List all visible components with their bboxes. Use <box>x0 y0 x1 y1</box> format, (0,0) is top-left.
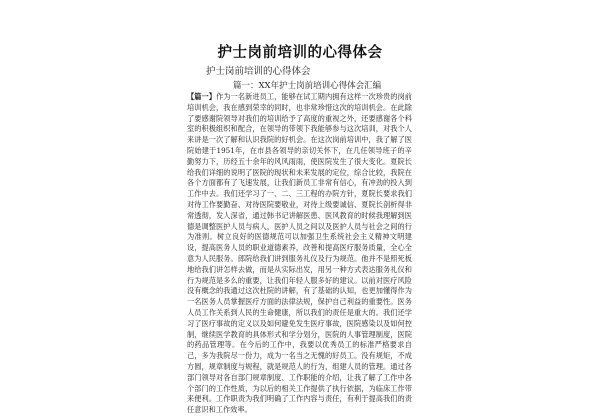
body-text-block <box>187 92 412 415</box>
paragraph-text: 作为一名新进员工，能够在试工期内拥有这样一次珍贵的岗前培训机会，我在感到荣幸的同时，也非常珍惜这次的培训机会。在此除了要感谢院领导对我们的培训给予了高度的重视之外，还要感谢各个科室的积极组织和配合，在领导的带领下我能够参与这次培训，对我个人来讲是一次了解和认识我院的好机会。在这次岗前培训中，我了解了医院始建于1951年，在市县各领导的亲切关怀下，在几任领导班子的辛勤努力下，历经五十余年的风风雨雨，使医院发生了很大变化。夏院长给我们详细的说明了医院的现状和未来发展的定位，综合比较，我院在各个方面都有了飞速发展，让我们新员工非常有信心，有冲劲的投入到工作中去。我们还学习了一、二、三工程的办院方针，夏院长要求我们对待工作要勤奋、对待医院要敬业，对待上级要诚信、夏院长剖析得非常透彻，发人深省，通过韩书记讲解医患、医风教育的时候我理解到医德是调整医护人员与病人，医护人员之间以及医护人员与社会之间的行为准则。树立良好的医德规范可以加强卫生系统社会主义精神文明建设，提高医务人员的职业道德素养，改善和提高医疗服务质量，全心全意为人民服务。郎院给我们讲到服务礼仪及行为规范。他并不是照死板地给我们讲怎样去做，而是从实际出发，用另一种方式表达服务礼仪和行为规范是多么的重要，让我们年轻人服多好的建议。以前对医疗风险没有概念的我通过这次杜院的讲解，有了基础的认知，也更加懂得作为一名医务人员掌握医疗方面的法律法规，保护自己利益的重要性。医务人员工作关系到人民的生命健康，所以我们的责任是重大的。我们还学习了医疗事故的定义以及如何避免发生医疗事故，医院感染以及如何控制，继续医学教育的具体形式和学分划分，医院的人事管理制度，医院的药品管理等。在今后的工作中，我要以优秀员工的标准严格要求自己，多为我院尽一份力，成为一名当之无愧的好员工。没有规矩，不成方圆，规章制度与规程，就是规范人的行为，组建人员的管理。通过各部门领导对各自部门规章制度、工作职能的介绍，让我了解了工作中各个部门的工作性质，为以后的相关工作提供了执行依据，为临床工作带来便利。工作职责为我们明确了工作内容与责任，有利于提高我们的责任意识和工作效率。 <box>187 92 412 415</box>
page-title: 护士岗前培训的心得体会 <box>217 44 383 61</box>
body-paragraph <box>187 92 412 416</box>
paragraph-tag: 【篇一】 <box>187 92 217 101</box>
section-heading: 篇一：XX年护士岗前培训心得体会汇编 <box>233 81 382 91</box>
document-subtitle: 护士岗前培训的心得体会 <box>206 66 311 77</box>
